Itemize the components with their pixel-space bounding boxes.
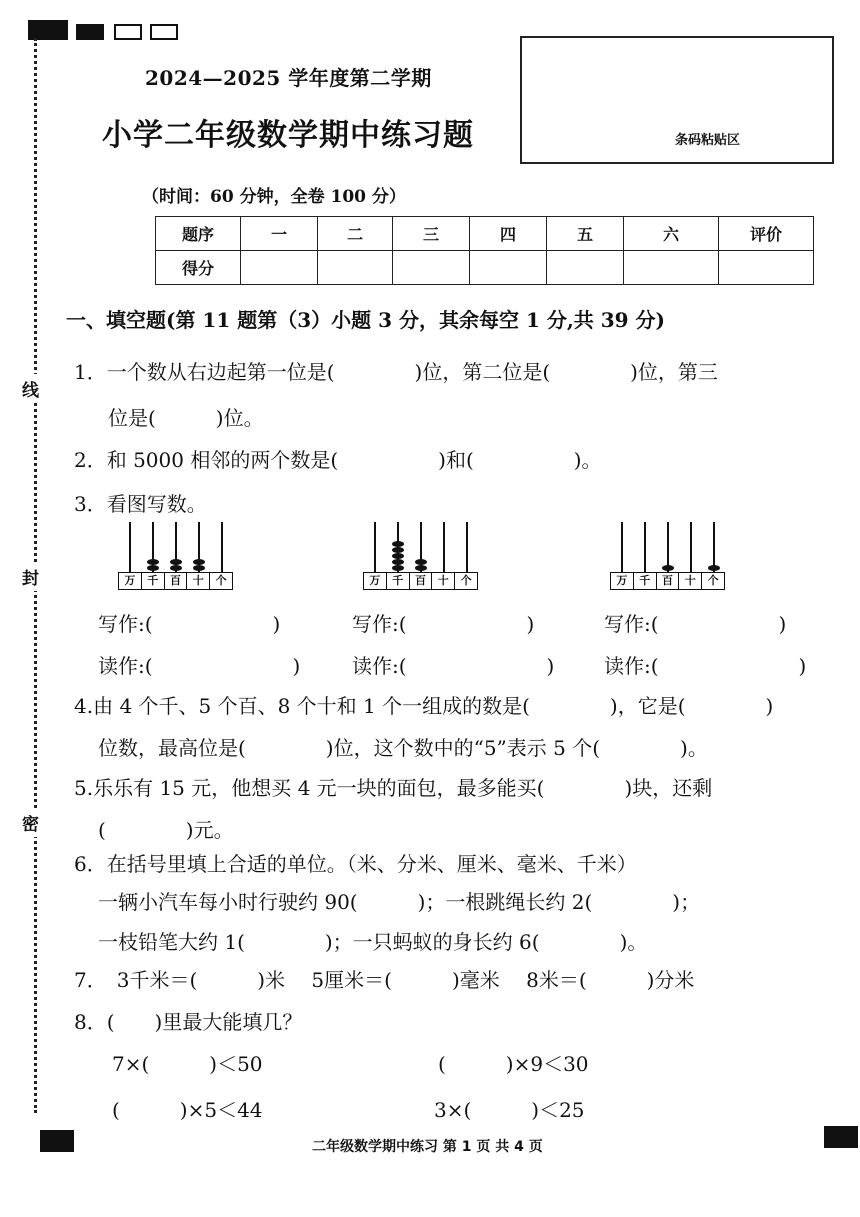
- read-answer-1[interactable]: 读作:( ): [98, 654, 301, 678]
- abacus-bead: [170, 559, 182, 565]
- exam-title: 小学二年级数学期中练习题: [102, 118, 474, 153]
- question-6-line-1: 6．在括号里填上合适的单位。（米、分米、厘米、毫米、千米）: [74, 852, 637, 876]
- abacus-place-label: 个: [707, 574, 719, 587]
- abacus-bead: [662, 565, 674, 571]
- abacus-bead: [392, 553, 404, 559]
- question-8-item-a: 7×( )＜50: [112, 1052, 263, 1076]
- write-answer-1[interactable]: 写作:( ): [98, 612, 281, 636]
- score-input-cell[interactable]: [241, 251, 318, 285]
- question-1-line-1: 1．一个数从右边起第一位是( )位，第二位是( )位，第三: [74, 360, 718, 384]
- abacus-place-label: 千: [634, 573, 657, 589]
- question-8-item-d: 3×( )＜25: [434, 1098, 585, 1122]
- abacus-bead: [147, 565, 159, 571]
- table-cell: 一: [241, 217, 318, 251]
- abacus-place-label: 十: [187, 573, 210, 589]
- score-input-cell[interactable]: [470, 251, 547, 285]
- abacus-rod: [690, 522, 692, 572]
- binding-label-secret: 密: [22, 808, 39, 837]
- abacus-rod: [129, 522, 131, 572]
- score-table-header-row: [156, 217, 814, 251]
- abacus-rod: [221, 522, 223, 572]
- table-cell: 题序: [156, 217, 241, 251]
- abacus-place-label: 个: [215, 574, 227, 587]
- question-4-line-2: 位数，最高位是( )位，这个数中的“5”表示 5 个( )。: [98, 736, 708, 760]
- time-info: （时间：60 分钟，全卷 100 分）: [142, 187, 406, 207]
- abacus-place-labels: [118, 572, 233, 590]
- abacus-1: [118, 520, 238, 590]
- question-1-line-2: 位是( )位。: [108, 406, 264, 430]
- table-cell: 评价: [719, 217, 814, 251]
- score-input-cell[interactable]: [624, 251, 719, 285]
- table-cell: 五: [547, 217, 624, 251]
- abacus-bead: [392, 559, 404, 565]
- abacus-place-labels: [610, 572, 725, 590]
- score-input-cell[interactable]: [393, 251, 470, 285]
- barcode-label: 条码粘贴区: [674, 133, 740, 148]
- question-6-line-3: 一枝铅笔大约 1( )；一只蚂蚁的身长约 6( )。: [98, 930, 648, 954]
- table-cell: 二: [318, 217, 393, 251]
- abacus-bead: [708, 565, 720, 571]
- abacus-bead: [392, 547, 404, 553]
- write-answer-2[interactable]: 写作:( ): [352, 612, 535, 636]
- question-7: 7． 3千米＝( )米 5厘米＝( )毫米 8米＝( )分米: [74, 968, 695, 992]
- abacus-place-label: 十: [679, 573, 702, 589]
- abacus-place-labels: [363, 572, 478, 590]
- question-8: 8．( )里最大能填几？: [74, 1010, 303, 1034]
- question-5-line-2: ( )元。: [98, 818, 234, 842]
- abacus-3: [610, 520, 730, 590]
- binding-label-line: 线: [22, 374, 39, 403]
- question-3: 3．看图写数。: [74, 492, 207, 516]
- abacus-bead: [415, 565, 427, 571]
- section-heading: 一、填空题(第 11 题第（3）小题 3 分，其余每空 1 分,共 39 分): [66, 308, 666, 332]
- table-cell: 三: [393, 217, 470, 251]
- abacus-2: [363, 520, 483, 590]
- abacus-bead: [147, 559, 159, 565]
- abacus-place-label: 万: [611, 573, 634, 589]
- question-8-item-b: ( )×9＜30: [438, 1052, 589, 1076]
- question-6-line-2: 一辆小汽车每小时行驶约 90( )；一根跳绳长约 2( )；: [98, 890, 701, 914]
- abacus-place-label: 千: [387, 573, 410, 589]
- read-answer-2[interactable]: 读作:( ): [352, 654, 555, 678]
- registration-mark-top-2: [114, 24, 142, 40]
- registration-mark-top-left: [28, 20, 68, 40]
- question-2: 2．和 5000 相邻的两个数是( )和( )。: [74, 448, 602, 472]
- score-input-cell[interactable]: [719, 251, 814, 285]
- abacus-rod: [644, 522, 646, 572]
- abacus-place-label: 万: [119, 573, 142, 589]
- table-cell: 得分: [156, 251, 241, 285]
- abacus-place-label: 个: [460, 574, 472, 587]
- write-answer-3[interactable]: 写作:( ): [604, 612, 787, 636]
- question-4-line-1: 4.由 4 个千、5 个百、8 个十和 1 个一组成的数是( )，它是( ): [74, 694, 774, 718]
- abacus-place-label: 百: [657, 573, 680, 589]
- abacus-bead: [415, 559, 427, 565]
- table-cell: 六: [624, 217, 719, 251]
- abacus-place-label: 百: [165, 573, 188, 589]
- abacus-rod: [466, 522, 468, 572]
- registration-mark-bottom-right: [824, 1126, 858, 1148]
- abacus-place-label: 千: [142, 573, 165, 589]
- abacus-place-label: 百: [410, 573, 433, 589]
- abacus-place-label: 万: [364, 573, 387, 589]
- score-table: [155, 216, 814, 285]
- abacus-rod: [621, 522, 623, 572]
- abacus-rod: [443, 522, 445, 572]
- abacus-place-label: 十: [432, 573, 455, 589]
- score-input-cell[interactable]: [547, 251, 624, 285]
- registration-mark-top-1: [76, 24, 104, 40]
- abacus-bead: [170, 565, 182, 571]
- barcode-box: [520, 36, 834, 164]
- read-answer-3[interactable]: 读作:( ): [604, 654, 807, 678]
- abacus-bead: [193, 559, 205, 565]
- registration-mark-top-3: [150, 24, 178, 40]
- page-footer: 二年级数学期中练习 第 1 页 共 4 页: [312, 1139, 543, 1155]
- question-8-item-c: ( )×5＜44: [112, 1098, 263, 1122]
- question-5-line-1: 5.乐乐有 15 元，他想买 4 元一块的面包，最多能买( )块，还剩: [74, 776, 713, 800]
- abacus-rod: [374, 522, 376, 572]
- binding-label-seal: 封: [22, 562, 39, 591]
- registration-mark-bottom-left: [40, 1130, 74, 1152]
- abacus-bead: [392, 541, 404, 547]
- year-term-heading: 2024—2025 学年度第二学期: [145, 66, 432, 90]
- abacus-bead: [392, 565, 404, 571]
- abacus-bead: [193, 565, 205, 571]
- table-cell: 四: [470, 217, 547, 251]
- score-input-cell[interactable]: [318, 251, 393, 285]
- score-table-score-row: [156, 251, 814, 285]
